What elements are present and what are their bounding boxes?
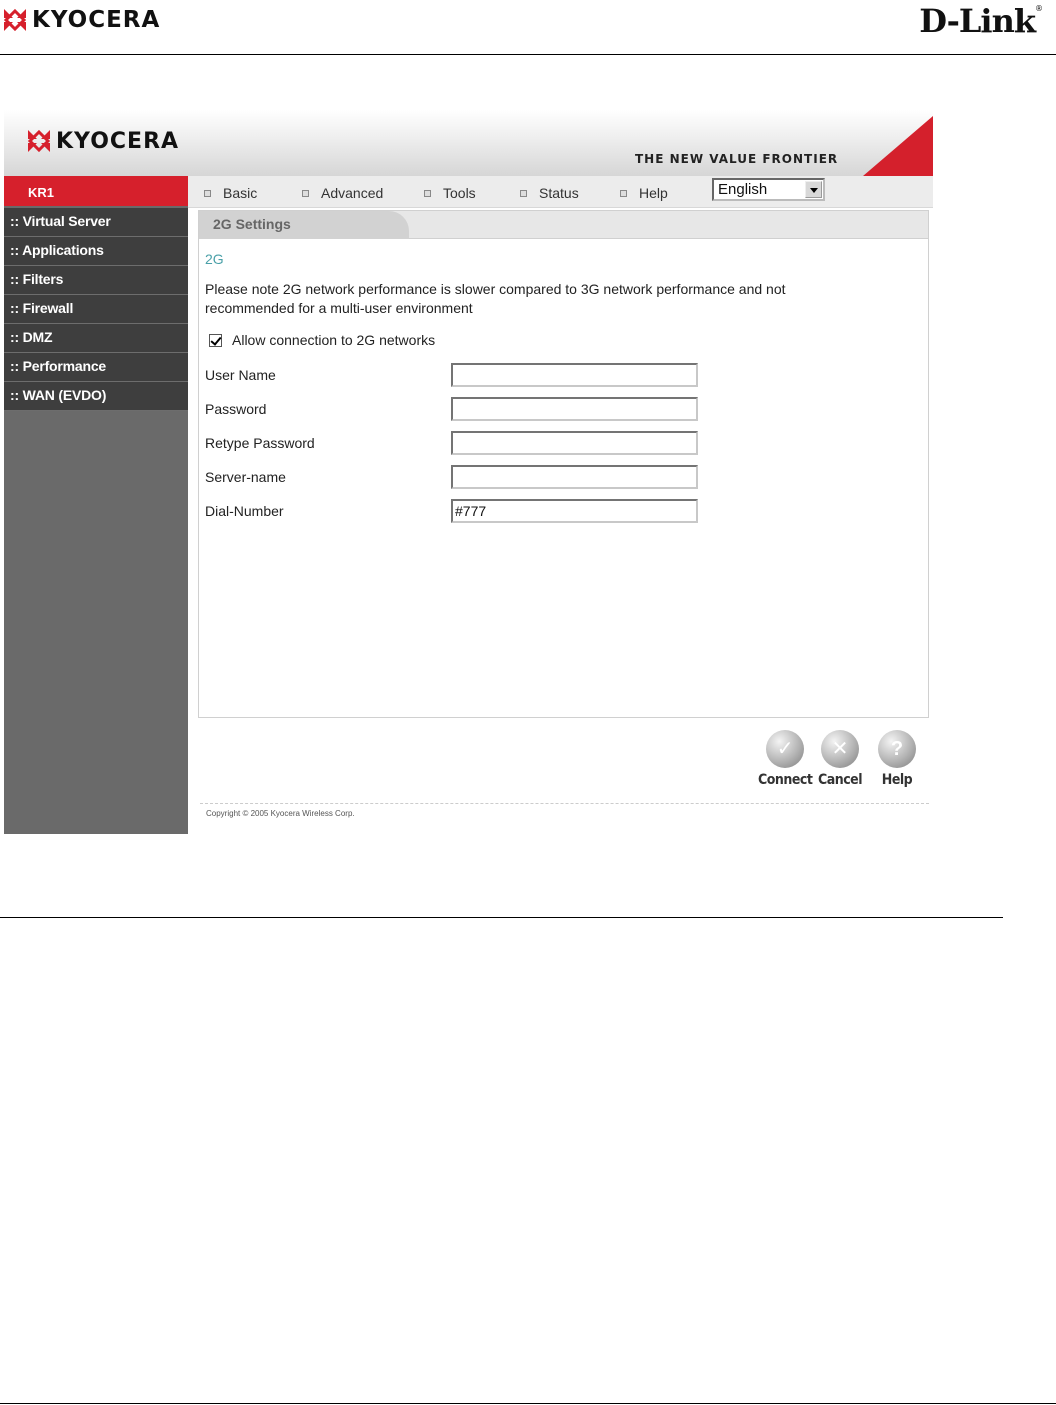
dropdown-arrow-icon[interactable] — [805, 181, 822, 198]
side-menu — [4, 208, 188, 411]
sidebar-item-filters[interactable]: :: Filters — [4, 266, 188, 295]
sidebar-item-dmz[interactable]: :: DMZ — [4, 324, 188, 353]
panel-tabbar — [199, 211, 928, 239]
performance-note: Please note 2G network performance is slower compared to 3G network performance and not recommended for a multi-user environment — [205, 281, 786, 316]
cancel-label: Cancel — [818, 772, 863, 788]
banner-wordmark: KYOCERA — [56, 128, 180, 154]
sidebar-item-performance[interactable]: :: Performance — [4, 353, 188, 382]
sidebar-item-firewall[interactable]: :: Firewall — [4, 295, 188, 324]
nav-bullet-icon — [520, 190, 527, 197]
banner — [4, 110, 933, 176]
server-name-input[interactable] — [451, 465, 698, 489]
retype-password-input[interactable] — [451, 431, 698, 455]
left-sidebar — [4, 176, 188, 834]
nav-help[interactable] — [620, 185, 668, 201]
sidebar-item-wan-evdo[interactable]: :: WAN (EVDO) — [4, 382, 188, 411]
nav-basic[interactable] — [204, 185, 257, 201]
top-nav — [188, 176, 933, 208]
nav-advanced[interactable] — [302, 185, 383, 201]
copyright: Copyright © 2005 Kyocera Wireless Corp. — [206, 809, 355, 818]
nav-bullet-icon — [204, 190, 211, 197]
server-name-label: Server-name — [205, 469, 286, 485]
allow-2g-row[interactable] — [209, 332, 435, 348]
nav-status[interactable] — [520, 185, 579, 201]
header-rule — [0, 54, 1056, 55]
tagline: THE NEW VALUE FRONTIER — [635, 152, 839, 166]
settings-panel — [198, 210, 929, 718]
sidebar-item-applications[interactable]: :: Applications — [4, 237, 188, 266]
bottom-rule — [0, 1403, 1056, 1404]
kyocera-mark-icon — [26, 128, 52, 154]
dial-number-input[interactable] — [451, 499, 698, 523]
user-name-input[interactable] — [451, 363, 698, 387]
banner-logo — [26, 128, 179, 154]
nav-help-label: Help — [639, 185, 668, 201]
nav-status-label: Status — [539, 185, 579, 201]
kyocera-wordmark: KYOCERA — [32, 7, 161, 33]
nav-tools-label: Tools — [443, 185, 476, 201]
nav-bullet-icon — [620, 190, 627, 197]
nav-basic-label: Basic — [223, 185, 258, 201]
retype-password-label: Retype Password — [205, 435, 315, 451]
close-icon[interactable]: ✕ — [821, 730, 859, 768]
kyocera-mark-icon — [2, 7, 28, 33]
model-label: KR1 — [4, 176, 188, 206]
dial-number-label: Dial-Number — [205, 503, 284, 519]
router-ui-screenshot — [4, 110, 933, 834]
tab-2g-settings[interactable]: 2G Settings — [199, 211, 409, 239]
password-label: Password — [205, 401, 267, 417]
nav-bullet-icon — [302, 190, 309, 197]
language-select[interactable] — [712, 178, 825, 201]
footer-divider — [200, 803, 929, 804]
question-icon[interactable]: ? — [878, 730, 916, 768]
nav-bullet-icon — [424, 190, 431, 197]
middle-rule — [0, 917, 1003, 918]
nav-advanced-label: Advanced — [321, 185, 384, 201]
language-selected-value: English — [718, 181, 768, 198]
cancel-button[interactable] — [818, 730, 862, 788]
registered-mark: ® — [1035, 4, 1042, 13]
connect-button[interactable] — [758, 730, 812, 788]
sidebar-item-virtual-server[interactable]: :: Virtual Server — [4, 208, 188, 237]
section-title: 2G — [205, 251, 224, 267]
connect-label: Connect — [758, 772, 813, 788]
kyocera-doc-logo — [2, 6, 160, 34]
dlink-logo — [919, 2, 1042, 40]
help-button[interactable] — [878, 730, 916, 788]
user-name-label: User Name — [205, 367, 276, 383]
red-wedge-decoration — [863, 116, 933, 176]
allow-2g-checkbox[interactable] — [209, 334, 222, 347]
password-input[interactable] — [451, 397, 698, 421]
allow-2g-label: Allow connection to 2G networks — [232, 332, 436, 348]
nav-tools[interactable] — [424, 185, 476, 201]
checkmark-icon[interactable]: ✓ — [766, 730, 804, 768]
dlink-wordmark: D-Link — [919, 2, 1035, 40]
help-label: Help — [881, 772, 913, 788]
